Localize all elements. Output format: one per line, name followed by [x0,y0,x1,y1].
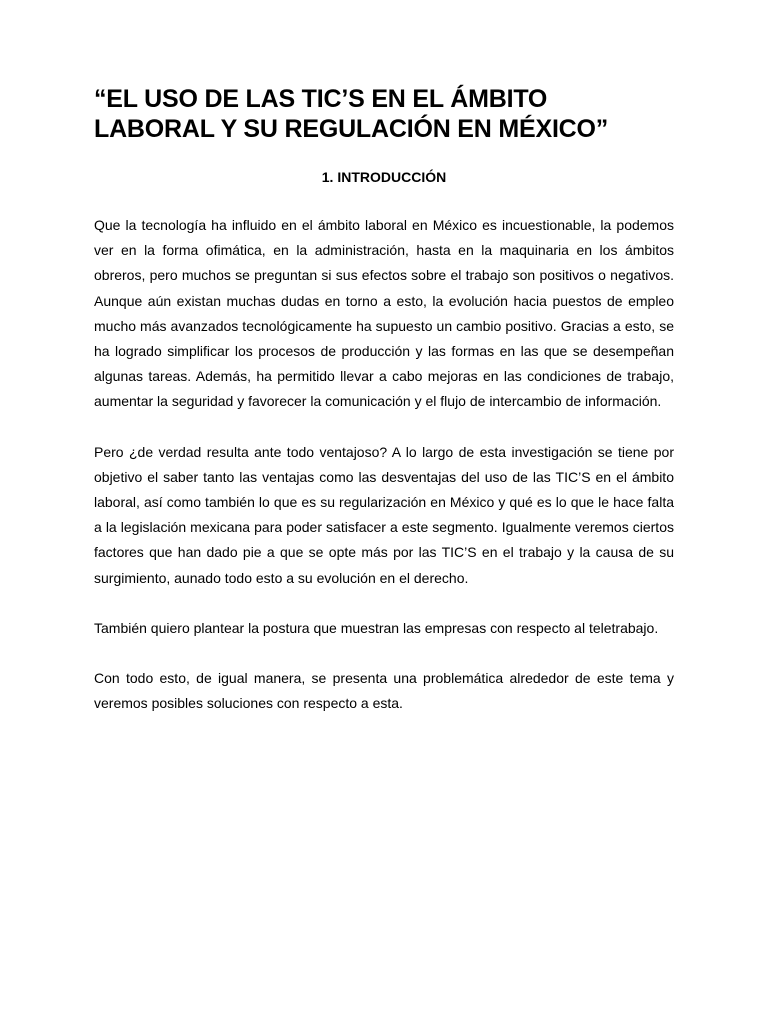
paragraph-intro: Que la tecnología ha influido en el ámbito laboral en México es incuestionable, la podemos ver en la forma ofimática, en la administración, hasta en la maquinaria en los ámbitos obreros, pero muchos se preguntan si sus efectos sobre el trabajo son positivos o negativos. Aunque aún existan muchas dudas en torno a esto, la evolución hacia puestos de empleo mucho más avanzados tecnológicamente ha supuesto un cambio positivo. Gracias a esto, se ha logrado simplificar los procesos de producción y las formas en las que se desempeñan algunas tareas. Además, ha permitido llevar a cabo mejoras en las condiciones de trabajo, aumentar la seguridad y favorecer la comunicación y el flujo de intercambio de información. [94,217,674,410]
document-title [94,84,674,144]
section-heading: 1. INTRODUCCIÓN [321,169,447,185]
document-page [94,84,674,716]
paragraph-objectives: Pero ¿de verdad resulta ante todo ventajoso? A lo largo de esta investigación se tiene por objetivo el saber tanto las ventajas como las desventajas del uso de las TIC’S en el ámbito laboral, así como también lo que es su regularización en México y qué es lo que le hace falta a la legislación mexicana para poder satisfacer a este segmento. Igualmente veremos ciertos factores que han dado pie a que se opte más por las TIC’S en el trabajo y la causa de su surgimiento, aunado todo esto a su evolución en el derecho. [94,443,674,586]
document-title-line-1: “EL USO DE LAS TIC’S EN EL ÁMBITO [94,85,548,113]
document-title-line-2: LABORAL Y SU REGULACIÓN EN MÉXICO” [94,115,609,143]
paragraph-telework: También quiero plantear la postura que muestran las empresas con respecto al teletrabajo. [94,619,659,636]
paragraph-problem: Con todo esto, de igual manera, se presenta una problemática alrededor de este tema y veremos posibles soluciones con respecto a esta. [94,670,674,712]
